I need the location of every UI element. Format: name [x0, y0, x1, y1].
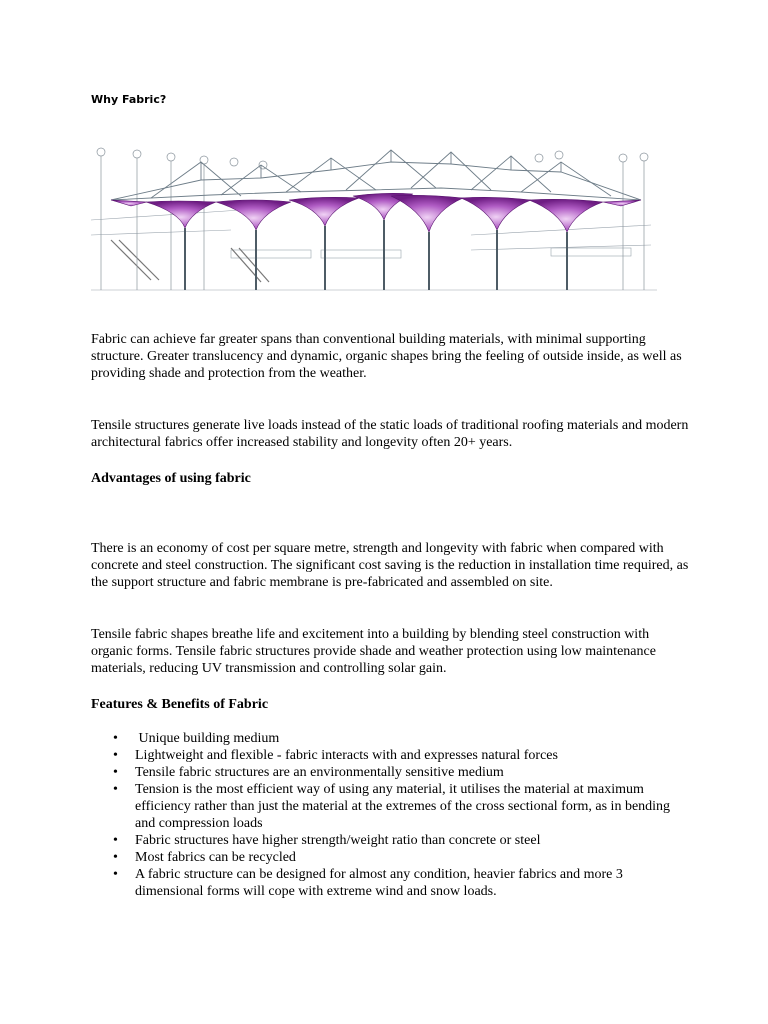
features-heading: Features & Benefits of Fabric [91, 697, 269, 712]
bullet-glyph: • [113, 731, 118, 746]
page-title: Why Fabric? [91, 93, 167, 106]
list-item [91, 832, 691, 849]
list-item-text: Tension is the most efficient way of using any material, it utilises the material at maximum efficiency rather than just the material at the extremes of the cross sectional form, as in bending and compression loads [135, 782, 671, 831]
list-item-text: Most fabrics can be recycled [135, 850, 296, 865]
list-item [91, 849, 691, 866]
list-item [91, 747, 691, 764]
list-item-text: Unique building medium [135, 731, 280, 746]
list-item-text: Lightweight and flexible - fabric interacts with and expresses natural forces [135, 748, 558, 763]
bullet-glyph: • [113, 782, 118, 797]
bullet-glyph: • [113, 850, 118, 865]
list-item [91, 866, 691, 900]
bullet-glyph: • [113, 833, 118, 848]
tensile-structure-illustration [91, 140, 657, 300]
advantages-heading: Advantages of using fabric [91, 471, 251, 486]
bullet-glyph: • [113, 748, 118, 763]
list-item [91, 730, 691, 747]
list-item-text: Tensile fabric structures are an environmentally sensitive medium [135, 765, 504, 780]
list-item-text: A fabric structure can be designed for almost any condition, heavier fabrics and more 3 dimensional forms will cope with extreme wind and snow loads. [135, 867, 623, 899]
list-item [91, 764, 691, 781]
intro-paragraph-spans: Fabric can achieve far greater spans than conventional building materials, with minimal supporting structure. Greater translucency and dynamic, organic shapes bring the feeling of outside inside, as well as providing shade and protection from the weather. [91, 332, 682, 381]
advantages-paragraph-cost: There is an economy of cost per square metre, strength and longevity with fabric when compared with concrete and steel construction. The significant cost saving is the reduction in installation time required, as the support structure and fabric membrane is pre-fabricated and assembled on site. [91, 541, 689, 590]
intro-paragraph-loads: Tensile structures generate live loads instead of the static loads of traditional roofing materials and modern architectural fabrics offer increased stability and longevity often 20+ years. [91, 418, 689, 450]
features-list [91, 730, 691, 900]
advantages-paragraph-shapes: Tensile fabric shapes breathe life and excitement into a building by blending steel construction with organic forms. Tensile fabric structures provide shade and weather protection using low maintenance materials, reducing UV transmission and controlling solar gain. [91, 627, 656, 676]
bullet-glyph: • [113, 765, 118, 780]
list-item [91, 781, 691, 832]
bullet-glyph: • [113, 867, 118, 882]
list-item-text: Fabric structures have higher strength/weight ratio than concrete or steel [135, 833, 541, 848]
